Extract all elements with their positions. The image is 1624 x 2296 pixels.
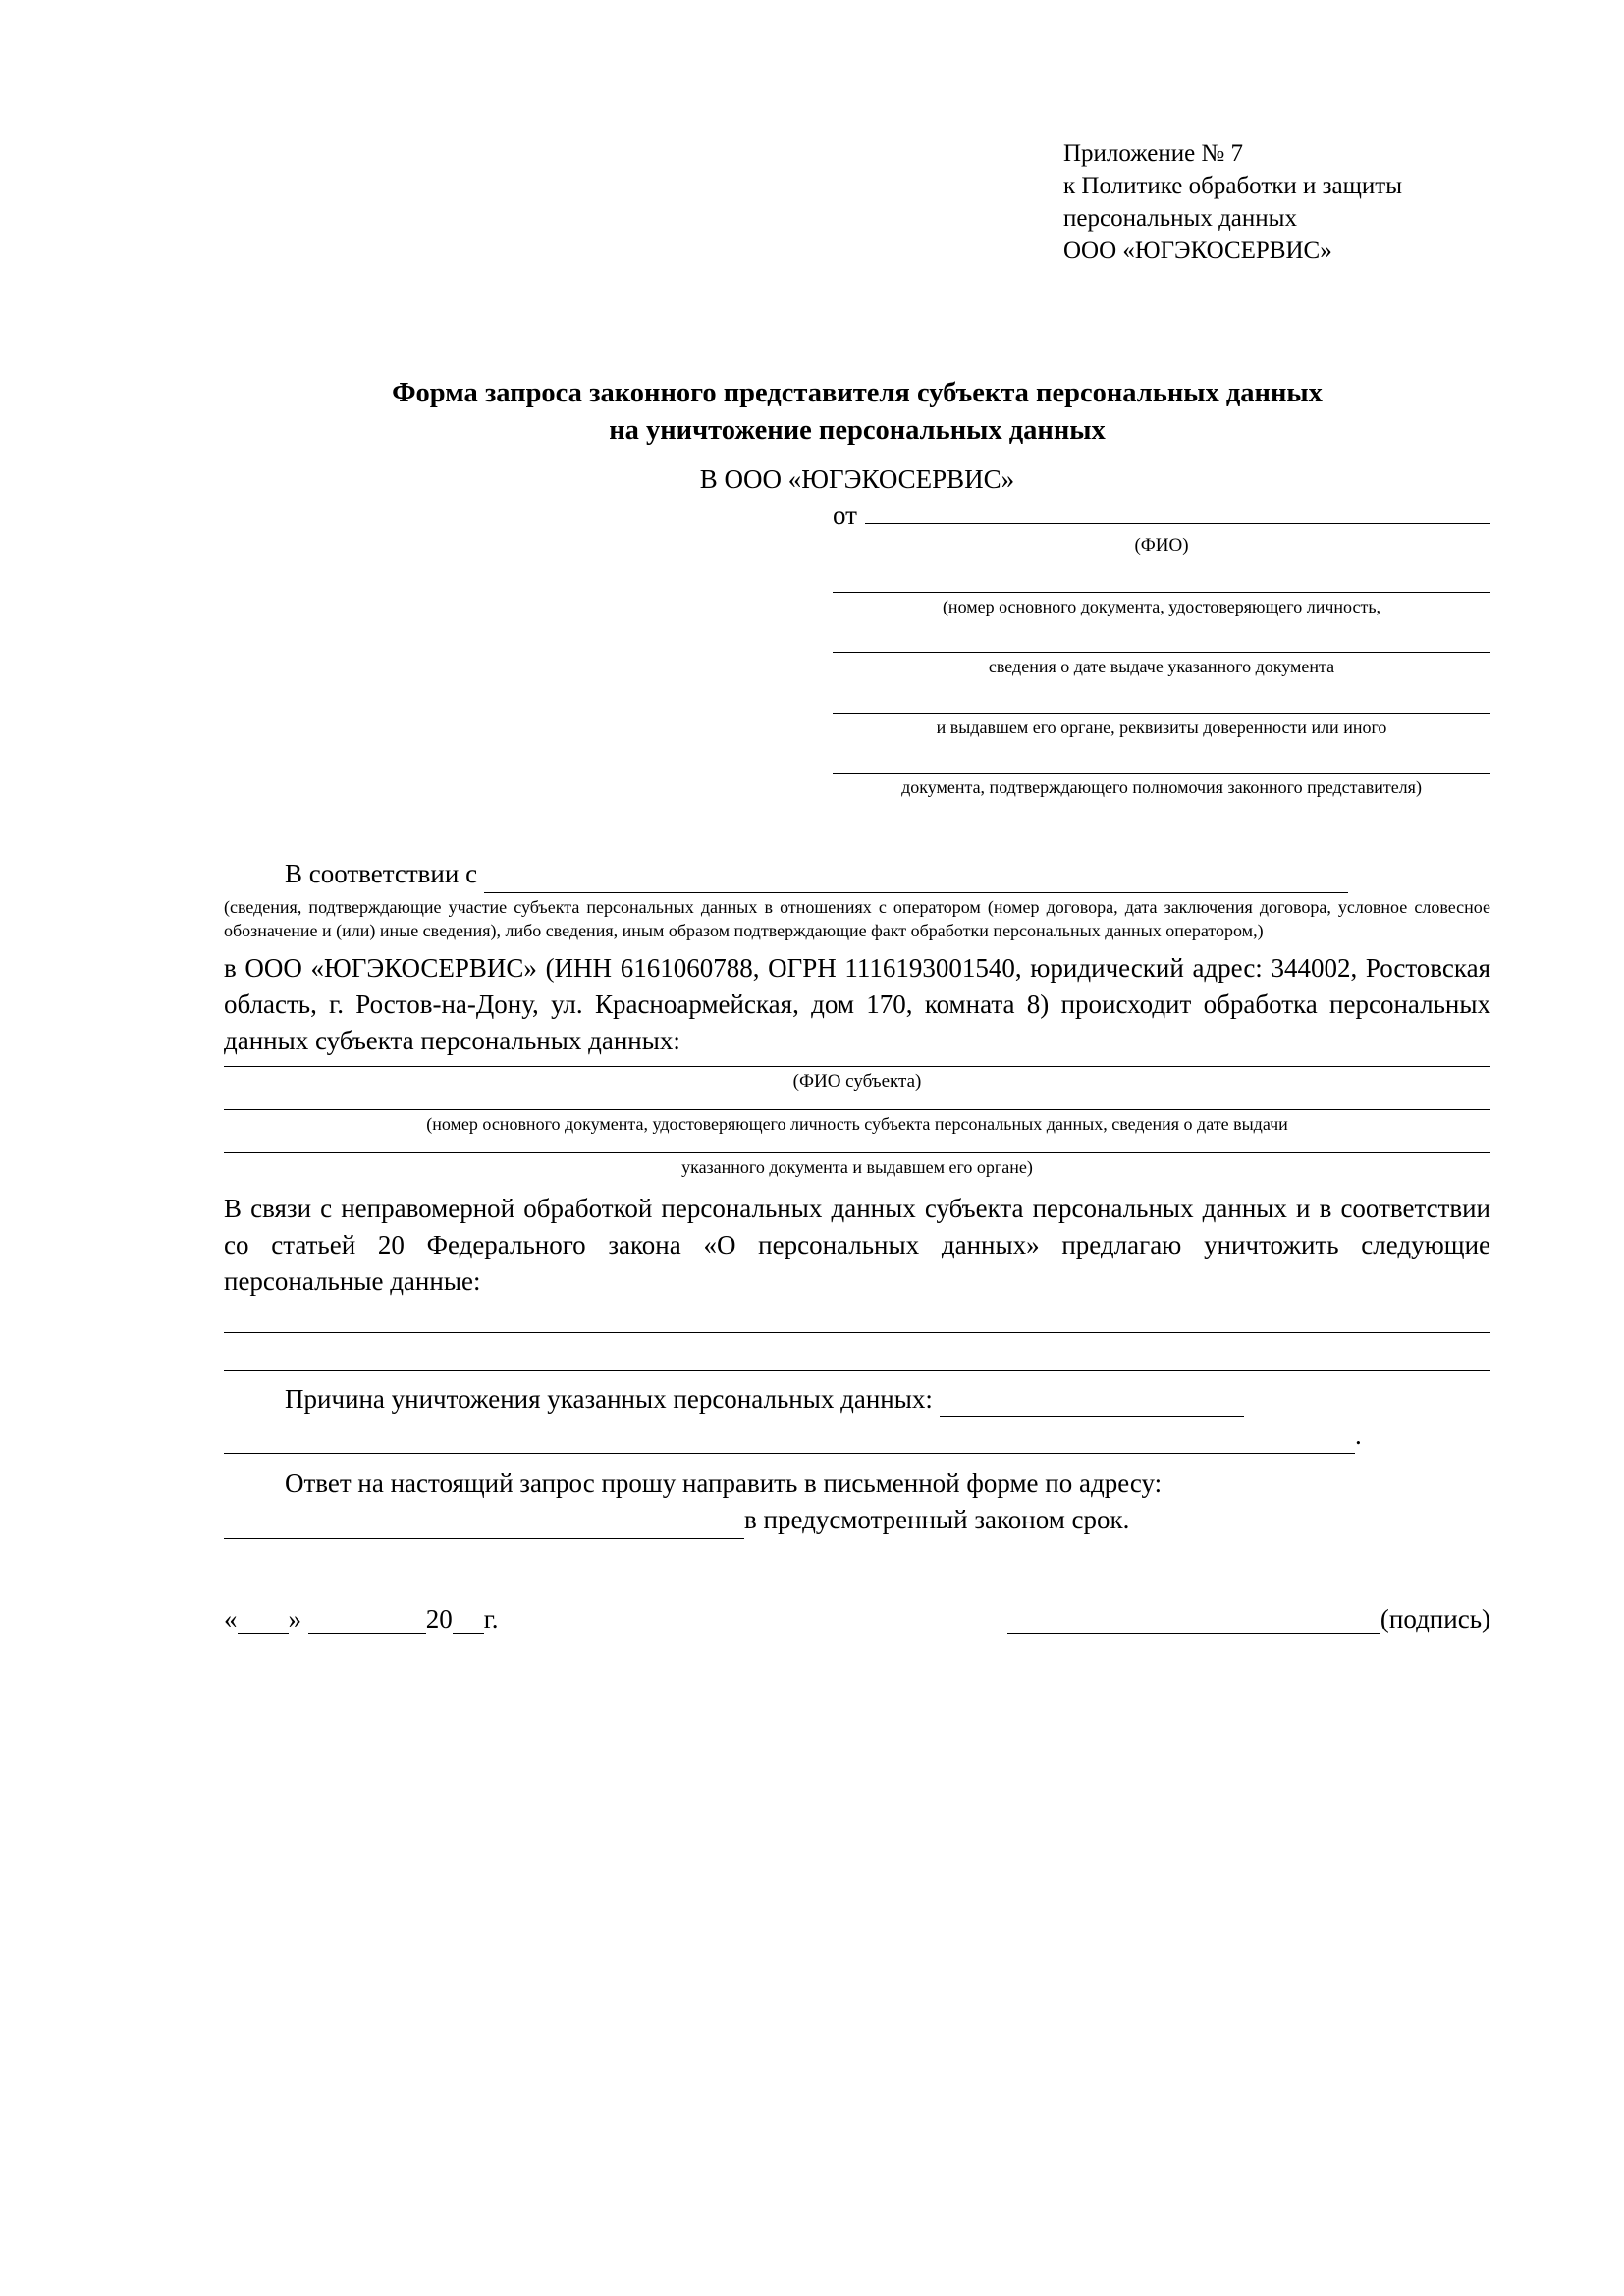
subject-doc-blank-2[interactable] [224, 1152, 1490, 1153]
reason-row-2 [224, 1417, 1490, 1454]
request-paragraph: В связи с неправомерной обработкой персональных данных субъекта персональных данных и в соответствии со статьей 20 Федерального закона «О персональных данных» предлагаю уничтожить следующие персональные данные: [224, 1193, 1490, 1297]
appendix-header [1063, 137, 1515, 267]
accordance-note: (сведения, подтверждающие участие субъекта персональных данных в отношениях с оператором (номер договора, дата заключения договора, условное словесное обозначение и (или) иные сведения), либо сведения, иным образом подтверждающие факт обработки персональных данных оператором,) [224, 896, 1490, 940]
answer-row-2 [224, 1502, 1490, 1538]
caption-doc-date: сведения о дате выдаче указанного документа [988, 657, 1335, 677]
reason-blank-2[interactable] [224, 1432, 1355, 1454]
rep-doc-date-blank[interactable] [833, 652, 1490, 653]
accordance-blank[interactable] [484, 872, 1348, 893]
appendix-policy-line2: персональных данных [1063, 205, 1297, 232]
from-fio-blank[interactable] [865, 502, 1490, 524]
caption-doc-number: (номер основного документа, удостоверяющего личность, [942, 596, 1381, 616]
signature-row [224, 1604, 1490, 1634]
signature-caption: (подпись) [1380, 1603, 1490, 1633]
from-label: от [833, 501, 857, 531]
caption-subject-doc-2: указанного документа и выдавшем его органе) [681, 1156, 1033, 1177]
reason-row [224, 1381, 1490, 1417]
answer-address-blank[interactable] [224, 1518, 744, 1539]
subject-doc-blank-1[interactable] [224, 1109, 1490, 1110]
date-quote-close: » [288, 1603, 301, 1633]
signature-field [715, 1604, 1490, 1634]
reason-period: . [1355, 1419, 1362, 1450]
signature-blank[interactable] [1007, 1613, 1380, 1634]
date-suffix: г. [483, 1603, 499, 1633]
appendix-organization: ООО «ЮГЭКОСЕРВИС» [1063, 238, 1332, 264]
date-month-blank[interactable] [308, 1613, 426, 1634]
reason-blank-1[interactable] [940, 1396, 1244, 1417]
date-year: 20 [425, 1603, 453, 1633]
accordance-row [224, 856, 1490, 892]
subject-fio-blank[interactable] [224, 1066, 1490, 1067]
addressee-organization: В ООО «ЮГЭКОСЕРВИС» [699, 463, 1015, 494]
from-row [224, 501, 1490, 531]
caption-fio: (ФИО) [1134, 535, 1189, 557]
caption-doc-power: документа, подтверждающего полномочия законного представителя) [901, 776, 1422, 797]
date-quote-open: « [224, 1603, 238, 1633]
document-title-line1: Форма запроса законного представителя субъекта персональных данных [392, 378, 1323, 408]
reason-label: Причина уничтожения указанных персональных данных: [285, 1383, 933, 1414]
organization-paragraph: в ООО «ЮГЭКОСЕРВИС» (ИНН 6161060788, ОГРН 1116193001540, юридический адрес: 344002, Ростовская область, г. Ростов-на-Дону, ул. Красноармейская, дом 170, комната 8) происходит обработка персональных данных субъекта персональных данных: [224, 952, 1490, 1056]
answer-paragraph-1: Ответ на настоящий запрос прошу направить в письменной форме по адресу: [285, 1468, 1163, 1499]
document-content [224, 137, 1490, 1634]
representative-details-block [833, 534, 1490, 799]
appendix-number: Приложение № 7 [1063, 140, 1244, 167]
caption-subject-fio: (ФИО субъекта) [792, 1070, 922, 1092]
rep-doc-organ-blank[interactable] [833, 713, 1490, 714]
document-title [224, 375, 1490, 451]
rep-doc-power-blank[interactable] [833, 773, 1490, 774]
caption-doc-organ: и выдавшем его органе, реквизиты доверенности или иного [936, 717, 1387, 737]
answer-paragraph-2: в предусмотренный законом срок. [744, 1505, 1130, 1535]
date-year-blank[interactable] [453, 1613, 484, 1634]
date-field [224, 1604, 715, 1634]
caption-subject-doc-1: (номер основного документа, удостоверяющего личность субъекта персональных данных, сведения о дате выдачи [426, 1114, 1288, 1135]
rep-doc-number-blank[interactable] [833, 592, 1490, 593]
appendix-policy-line1: к Политике обработки и защиты [1063, 173, 1403, 199]
date-day-blank[interactable] [238, 1613, 289, 1634]
personal-data-blank-1[interactable] [224, 1332, 1490, 1333]
accordance-label: В соответствии с [285, 859, 478, 889]
document-title-line2: на уничтожение персональных данных [609, 415, 1106, 447]
personal-data-blank-2[interactable] [224, 1370, 1490, 1371]
